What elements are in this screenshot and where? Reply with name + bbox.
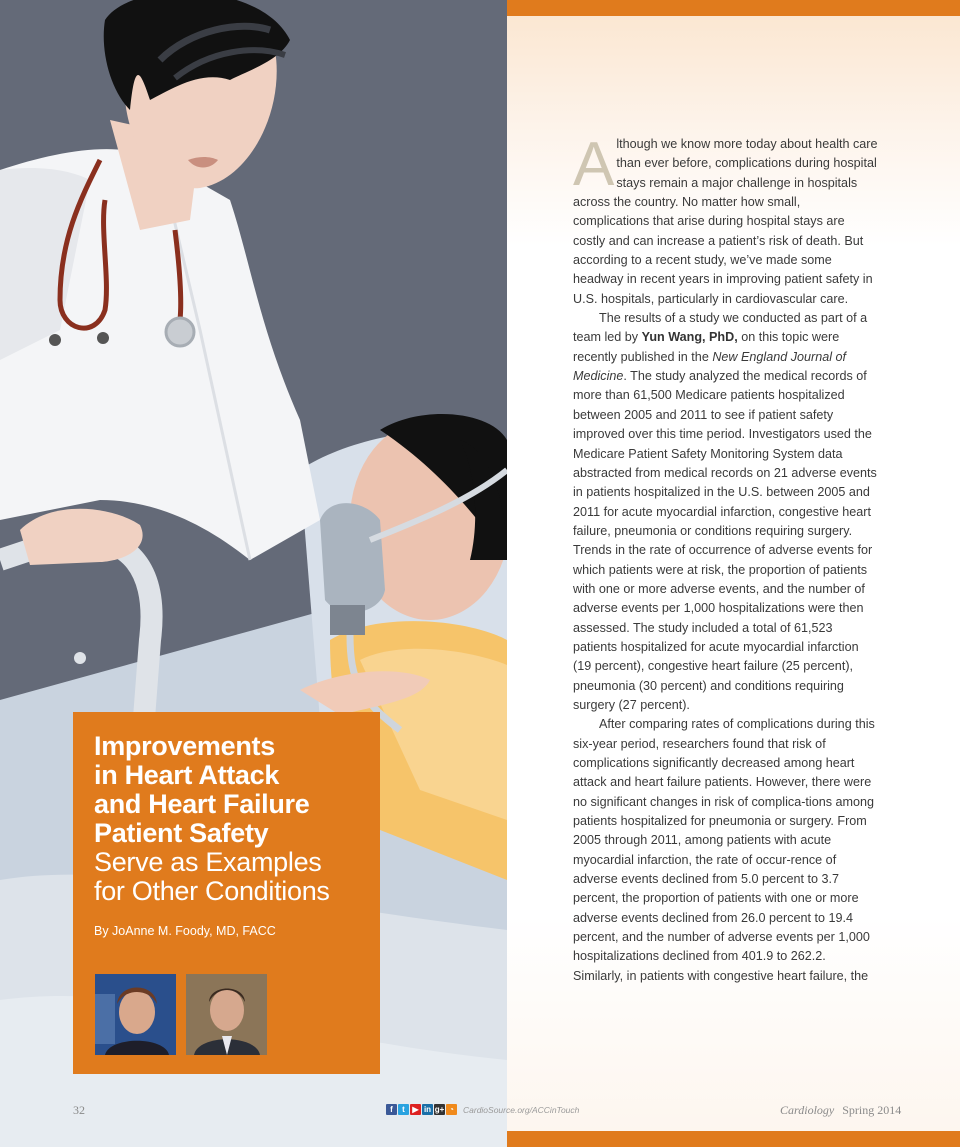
google-plus-icon[interactable]: g+ bbox=[434, 1105, 445, 1114]
article-title: Improvements in Heart Attack and Heart Failure Patient Safety bbox=[94, 731, 310, 848]
magazine-issue: Spring 2014 bbox=[842, 1103, 902, 1117]
article-paragraph-2: The results of a study we conducted as part of a team led by Yun Wang, PhD, on this topic were recently published in the New England Journal of Medicine. The study analyzed the medical records of more than 61,500 Medicare patients hospitalized between 2005 and 2011 to see if patient safety improved over this time period. Investigators used the Medicare Patient Safety Monitoring System data abstracted from medical records on 21 adverse events in patients hospitalized in the U.S. between 2005 and 2011 for acute myocardial infarction, congestive heart failure, pneumonia or conditions requiring surgery. Trends in the rate of occurrence of adverse events for which patients were at risk, the proportion of patients with one or more adverse events, and the number of adverse events per 1,000 hospitalizations were then assessed. The study included a total of 61,523 patients hospitalized for acute myocardial infarction (19 percent), congestive heart failure (25 percent), pneumonia (30 percent) and conditions requiring surgery (27 percent). bbox=[573, 311, 877, 712]
facebook-icon[interactable]: f bbox=[386, 1104, 397, 1115]
journal-name: New England Journal of Medicine bbox=[573, 349, 847, 384]
article-subtitle: Serve as Examples for Other Conditions bbox=[94, 847, 330, 906]
footer-magazine bbox=[780, 1103, 901, 1118]
bottom-accent-bar bbox=[507, 1131, 960, 1147]
article-paragraph-1: Although we know more today about health care than ever before, complications during hospital stays remain a major challenge in hospitals across the country. No matter how small, complications that arise during hospital stays are costly and can increase a patient’s risk of death. But according to a recent study, we’ve made some headway in recent years in improving patient safety in U.S. hospitals, particularly in cardiovascular care. bbox=[573, 130, 878, 306]
footer-url[interactable]: CardioSource.org/ACCinTouch bbox=[463, 1105, 580, 1115]
author-photos bbox=[95, 974, 267, 1055]
twitter-icon[interactable]: t bbox=[398, 1104, 409, 1115]
author-byline: By JoAnne M. Foody, MD, FACC bbox=[94, 924, 276, 938]
page-number: 32 bbox=[73, 1103, 85, 1117]
article-body bbox=[573, 130, 878, 986]
linkedin-icon[interactable]: in bbox=[423, 1105, 432, 1114]
top-accent-bar bbox=[507, 0, 960, 16]
social-icons bbox=[386, 1104, 457, 1115]
magazine-name: Cardiology bbox=[780, 1103, 835, 1117]
article-title-box bbox=[73, 712, 380, 1074]
youtube-icon[interactable]: ▶ bbox=[410, 1104, 421, 1115]
article-paragraph-3: After comparing rates of complications during this six-year period, researchers found that risk of complications significantly decreased among heart attack and heart failure patients. However, there were no significant changes in risk of complica-tions among patients hospitalized for pneumonia or surgery. From 2005 through 2011, among patients with acute myocardial infarction, the rate of occur-rence of adverse events declined from 5.0 percent to 3.7 percent, the proportion of patients with one or more adverse events declined from 26.0 percent to 19.4 percent, and the number of adverse events per 1,000 hospitalizations declined from 401.9 to 262.2. Similarly, in patients with congestive heart failure, the bbox=[573, 717, 875, 983]
rss-icon[interactable]: ◔ bbox=[446, 1104, 457, 1115]
author-photo-woman bbox=[95, 974, 176, 1055]
author-photo-man bbox=[186, 974, 267, 1055]
author-name: Yun Wang, PhD, bbox=[641, 330, 738, 345]
drop-cap: A bbox=[573, 130, 615, 199]
